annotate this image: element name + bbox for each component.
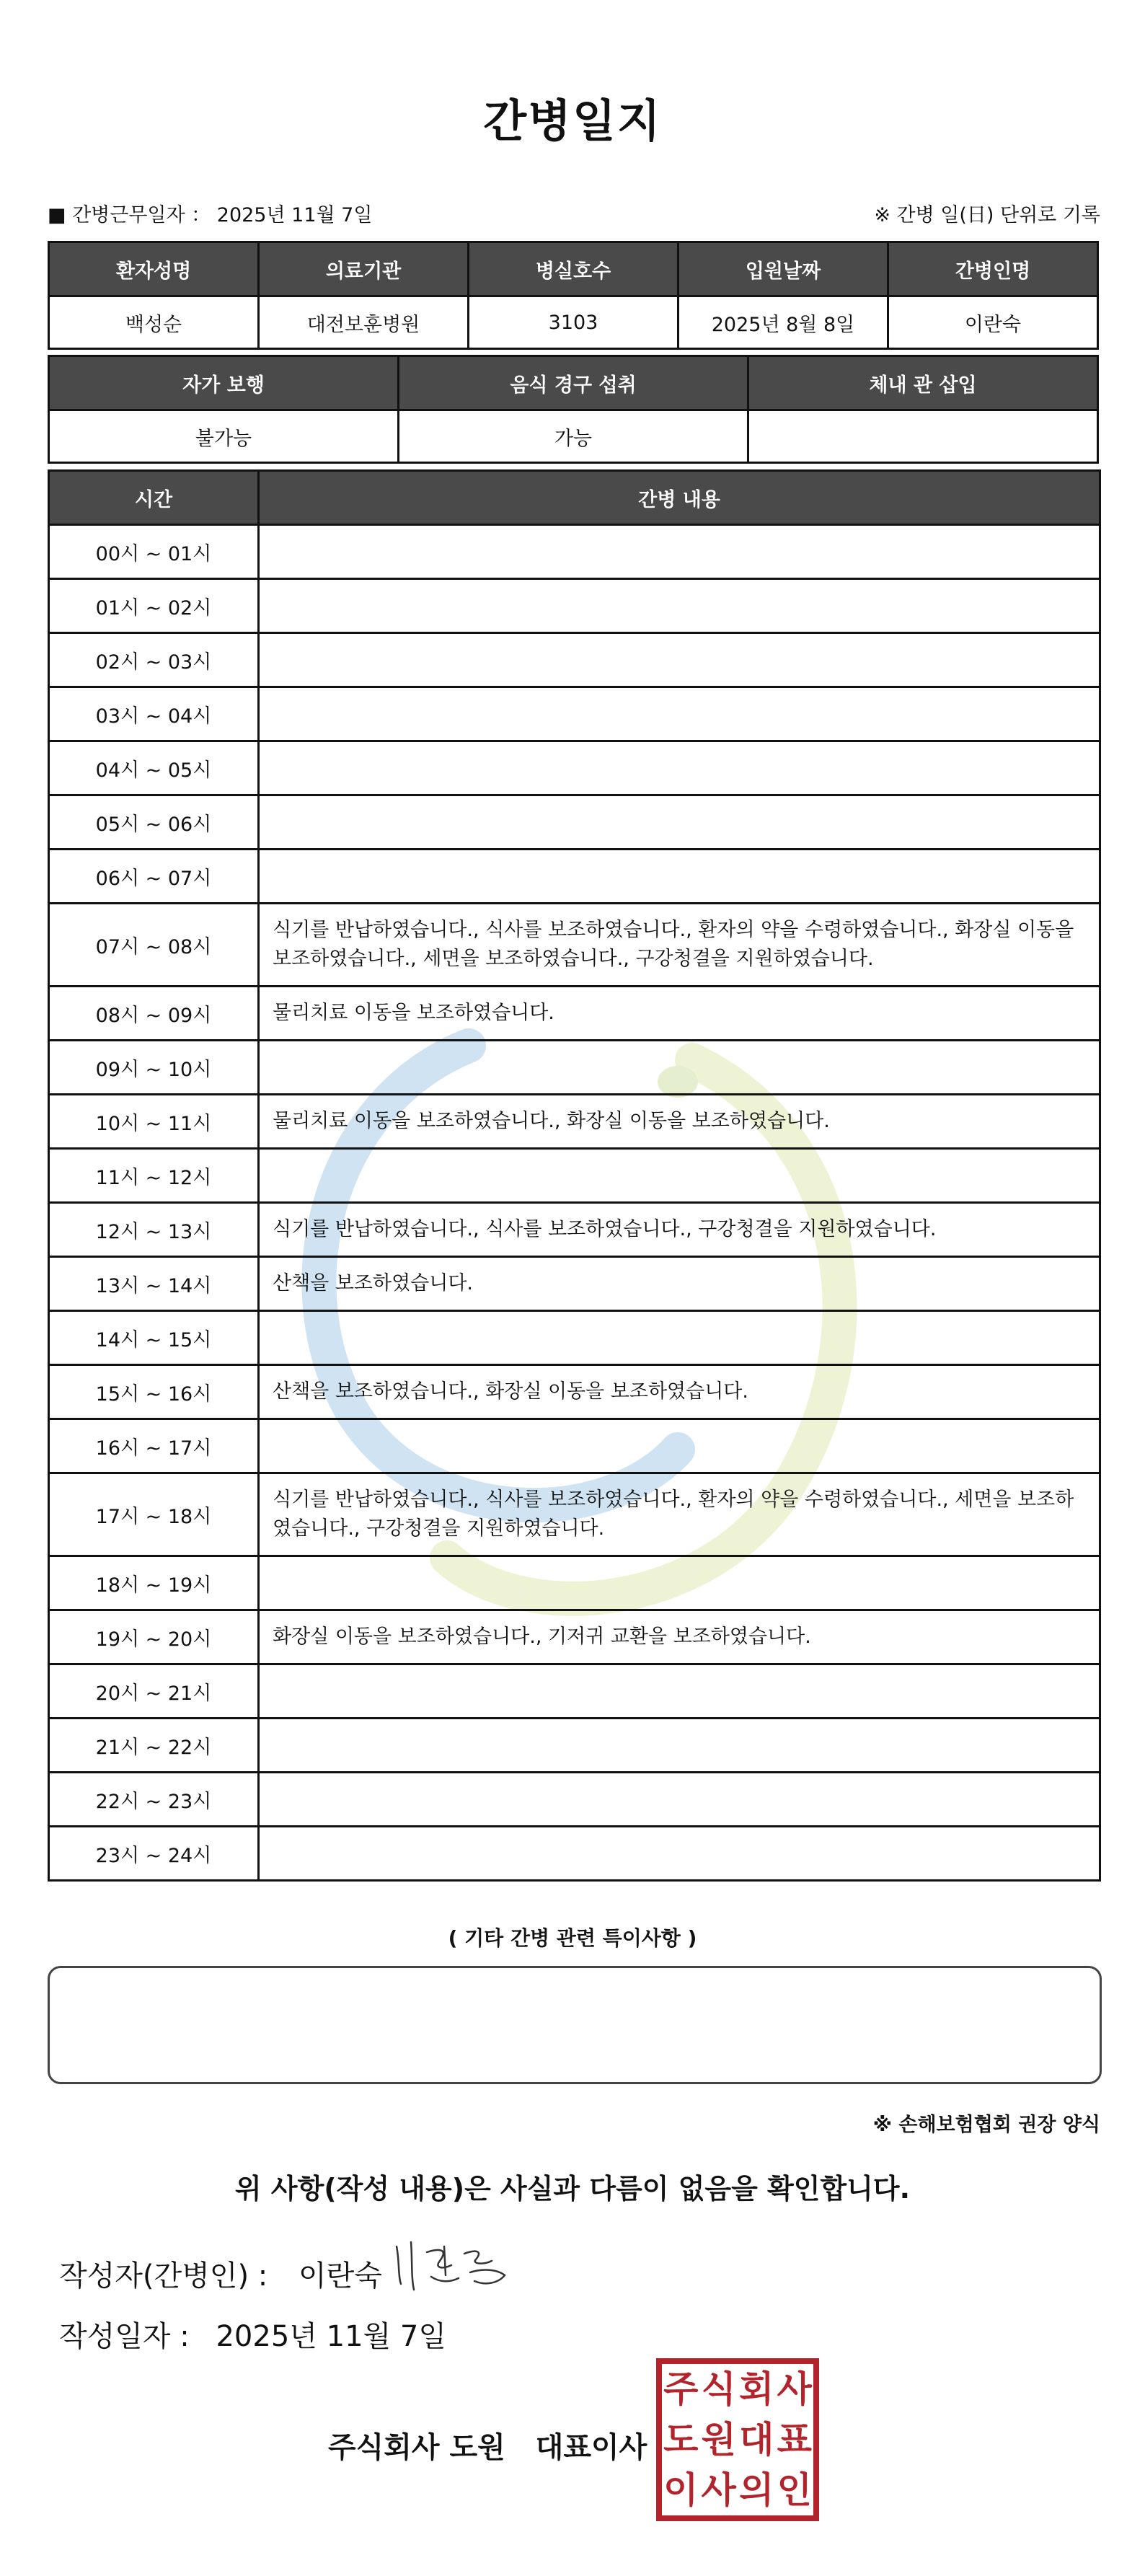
care-content: 화장실 이동을 보조하였습니다., 기저귀 교환을 보조하였습니다. — [259, 1610, 1100, 1664]
seal-char: 사 — [777, 2368, 812, 2410]
table-row — [49, 1827, 1100, 1881]
care-content — [259, 1419, 1100, 1473]
table-row — [49, 687, 1100, 741]
care-content — [259, 525, 1100, 579]
seal-char: 의 — [739, 2469, 774, 2511]
written-date-value: 2025년 11월 7일 — [216, 2320, 446, 2353]
time-slot: 01시 ~ 02시 — [49, 579, 259, 633]
time-slot: 15시 ~ 16시 — [49, 1365, 259, 1419]
handwritten-signature — [389, 2232, 519, 2297]
header-patient-name: 환자성명 — [49, 242, 259, 296]
source-note: ※ 손해보험협회 권장 양식 — [872, 2114, 1100, 2136]
oral-intake-value: 가능 — [399, 410, 748, 463]
care-content — [259, 687, 1100, 741]
time-slot: 09시 ~ 10시 — [49, 1041, 259, 1095]
work-date-value: 2025년 11월 7일 — [216, 204, 373, 226]
header-admission-date: 입원날짜 — [678, 242, 888, 296]
time-slot: 14시 ~ 15시 — [49, 1311, 259, 1365]
self-walking-value: 불가능 — [49, 410, 399, 463]
table-row — [49, 1095, 1100, 1149]
table-row — [49, 525, 1100, 579]
table-row — [49, 987, 1100, 1041]
care-content — [259, 1773, 1100, 1827]
time-slot: 00시 ~ 01시 — [49, 525, 259, 579]
table-row — [49, 1419, 1100, 1473]
table-row — [49, 1610, 1100, 1664]
care-content — [259, 1149, 1100, 1203]
seal-char: 도 — [663, 2419, 699, 2461]
table-row — [49, 1719, 1100, 1773]
caregiver-name: 이란숙 — [888, 296, 1098, 349]
tube-insertion-value — [748, 410, 1098, 463]
table-row — [49, 1556, 1100, 1610]
time-slot: 05시 ~ 06시 — [49, 795, 259, 850]
company-representative: 대표이사 — [535, 2431, 647, 2464]
table-row — [49, 904, 1100, 987]
table-row — [49, 741, 1100, 795]
care-log-body — [49, 525, 1100, 1881]
care-content: 물리치료 이동을 보조하였습니다., 화장실 이동을 보조하였습니다. — [259, 1095, 1100, 1149]
table-row — [49, 1365, 1100, 1419]
time-slot: 07시 ~ 08시 — [49, 904, 259, 987]
time-slot: 16시 ~ 17시 — [49, 1419, 259, 1473]
table-row — [49, 1473, 1100, 1556]
time-slot: 20시 ~ 21시 — [49, 1664, 259, 1719]
company-name: 주식회사 도원 — [328, 2431, 505, 2464]
time-slot: 06시 ~ 07시 — [49, 850, 259, 904]
written-date-label: 작성일자 : — [59, 2320, 190, 2353]
header-oral-intake: 음식 경구 섭취 — [399, 356, 748, 410]
patient-name: 백성순 — [49, 296, 259, 349]
written-date-line — [59, 2313, 446, 2355]
care-content: 산책을 보조하였습니다., 화장실 이동을 보조하였습니다. — [259, 1365, 1100, 1419]
patient-status-table — [48, 355, 1099, 464]
table-row — [49, 1257, 1100, 1311]
table-row — [49, 795, 1100, 850]
header-tube-insertion: 체내 관 삽입 — [748, 356, 1098, 410]
admission-date: 2025년 8월 8일 — [678, 296, 888, 349]
care-content — [259, 633, 1100, 687]
seal-char: 사 — [701, 2469, 736, 2511]
patient-info-table — [48, 241, 1099, 350]
time-slot: 19시 ~ 20시 — [49, 1610, 259, 1664]
seal-char: 원 — [701, 2419, 736, 2461]
table-row — [49, 633, 1100, 687]
header-room: 병실호수 — [469, 242, 678, 296]
header-self-walking: 자가 보행 — [49, 356, 399, 410]
writer-line — [59, 2253, 382, 2294]
remarks-box — [48, 1966, 1102, 2084]
care-content — [259, 1041, 1100, 1095]
seal-char: 이 — [663, 2469, 699, 2511]
table-row — [49, 850, 1100, 904]
care-content — [259, 579, 1100, 633]
time-slot: 21시 ~ 22시 — [49, 1719, 259, 1773]
seal-char: 회 — [739, 2368, 774, 2410]
table-row — [49, 1311, 1100, 1365]
company-seal-stamp — [656, 2358, 819, 2521]
daily-record-note: ※ 간병 일(日) 단위로 기록 — [874, 204, 1100, 226]
time-slot: 03시 ~ 04시 — [49, 687, 259, 741]
confirmation-statement: 위 사항(작성 내용)은 사실과 다름이 없음을 확인합니다. — [234, 2173, 911, 2205]
care-content — [259, 1311, 1100, 1365]
care-content: 식기를 반납하였습니다., 식사를 보조하였습니다., 구강청결을 지원하였습니다. — [259, 1203, 1100, 1257]
time-slot: 10시 ~ 11시 — [49, 1095, 259, 1149]
table-row — [49, 579, 1100, 633]
care-content — [259, 741, 1100, 795]
header-time: 시간 — [49, 471, 259, 525]
care-content: 식기를 반납하였습니다., 식사를 보조하였습니다., 환자의 약을 수령하였습니다., 세면을 보조하였습니다., 구강청결을 지원하였습니다. — [259, 1473, 1100, 1556]
work-date — [48, 199, 372, 227]
remarks-title: ( 기타 간병 관련 특이사항 ) — [448, 1926, 697, 1950]
table-row — [49, 1041, 1100, 1095]
page-title: 간병일지 — [483, 94, 662, 147]
table-row — [49, 1149, 1100, 1203]
header-care-content: 간병 내용 — [259, 471, 1100, 525]
time-slot: 17시 ~ 18시 — [49, 1473, 259, 1556]
header-hospital: 의료기관 — [259, 242, 469, 296]
time-slot: 18시 ~ 19시 — [49, 1556, 259, 1610]
seal-char: 주 — [663, 2368, 699, 2410]
table-row — [49, 1203, 1100, 1257]
table-row — [49, 1664, 1100, 1719]
care-content: 식기를 반납하였습니다., 식사를 보조하였습니다., 환자의 약을 수령하였습니다., 화장실 이동을 보조하였습니다., 세면을 보조하였습니다., 구강청결을 지원하였습니다. — [259, 904, 1100, 987]
care-content: 산책을 보조하였습니다. — [259, 1257, 1100, 1311]
table-row — [49, 1773, 1100, 1827]
room-number: 3103 — [469, 296, 678, 349]
header-caregiver-name: 간병인명 — [888, 242, 1098, 296]
writer-label: 작성자(간병인) : — [59, 2259, 268, 2293]
seal-char: 대 — [739, 2419, 774, 2461]
hospital: 대전보훈병원 — [259, 296, 469, 349]
seal-characters — [662, 2364, 813, 2515]
care-content — [259, 850, 1100, 904]
time-slot: 23시 ~ 24시 — [49, 1827, 259, 1881]
seal-char: 인 — [777, 2469, 812, 2511]
seal-char: 표 — [777, 2419, 812, 2461]
time-slot: 02시 ~ 03시 — [49, 633, 259, 687]
company-line — [328, 2425, 647, 2466]
care-content — [259, 1556, 1100, 1610]
care-content — [259, 1827, 1100, 1881]
care-content — [259, 795, 1100, 850]
care-log-table — [48, 469, 1101, 1882]
writer-name: 이란숙 — [298, 2259, 382, 2293]
time-slot: 11시 ~ 12시 — [49, 1149, 259, 1203]
care-content — [259, 1664, 1100, 1719]
care-content: 물리치료 이동을 보조하였습니다. — [259, 987, 1100, 1041]
time-slot: 22시 ~ 23시 — [49, 1773, 259, 1827]
care-content — [259, 1719, 1100, 1773]
time-slot: 13시 ~ 14시 — [49, 1257, 259, 1311]
time-slot: 04시 ~ 05시 — [49, 741, 259, 795]
time-slot: 08시 ~ 09시 — [49, 987, 259, 1041]
work-date-label: ■ 간병근무일자 ： — [48, 204, 211, 226]
seal-char: 식 — [701, 2368, 736, 2410]
time-slot: 12시 ~ 13시 — [49, 1203, 259, 1257]
